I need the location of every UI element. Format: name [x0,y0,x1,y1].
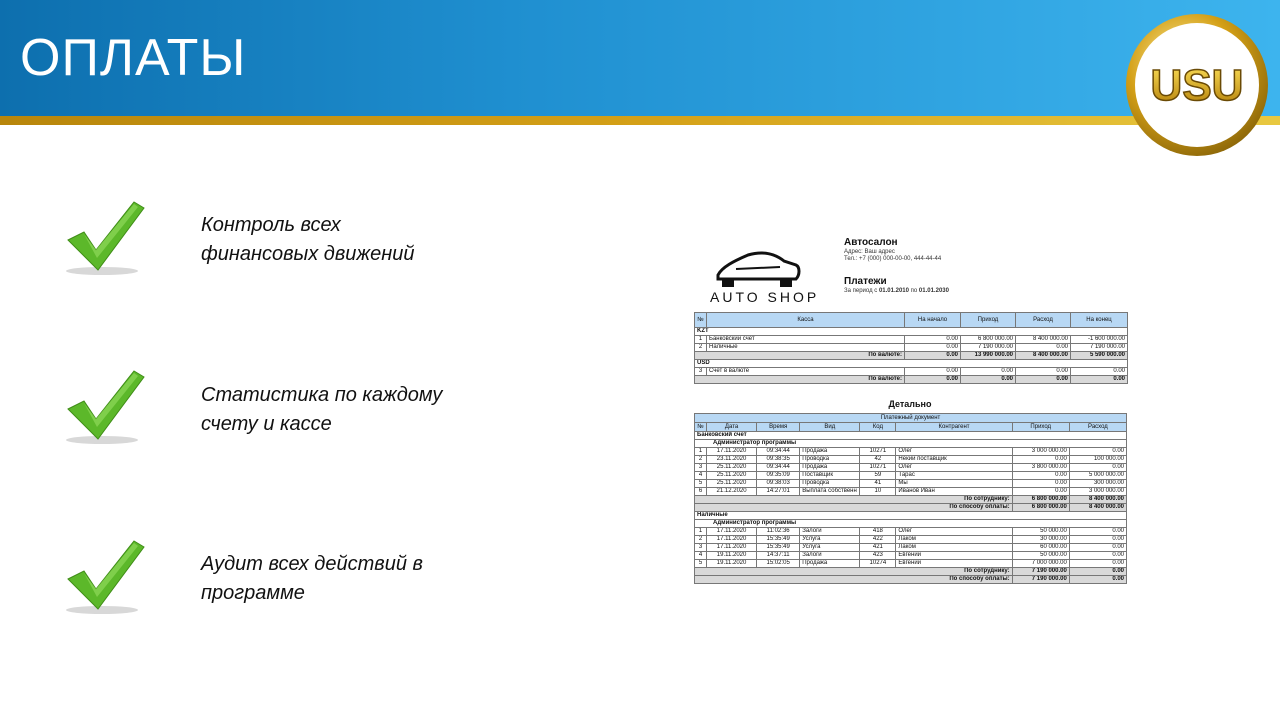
total-row: По сотруднику: 7 190 000.00 0.00 [695,568,1127,576]
summary-header: Касса [707,313,905,328]
payments-report [692,233,1128,618]
total-row: По валюте: 0.00 13 990 000.00 8 400 000.00 5 590 000.00 [695,352,1128,360]
summary-header: На начало [905,313,961,328]
table-row: 2 Наличные 0.00 7 190 000.00 0.00 7 190 000.00 [695,344,1128,352]
table-row: 5 19.11.2020 15:02:05 Продажа 10274 Евгений 7 000 000.00 0.00 [695,560,1127,568]
table-row: 3 Счет в валюте 0.00 0.00 0.00 0.00 [695,368,1128,376]
summary-header: № [695,313,707,328]
table-row: 3 17.11.2020 15:35:49 Услуга 421 Лаком 60 000.00 0.00 [695,544,1127,552]
summary-header: Приход [961,313,1016,328]
table-row: 6 21.12.2020 14:27:01 Выплата собственн 10 Иванов Иван 0.00 3 000 000.00 [695,488,1127,496]
table-row: 1 Банковский счет 0.00 6 800 000.00 8 400 000.00 -1 600 000.00 [695,336,1128,344]
car-logo-icon [712,245,802,289]
header-gold-strip [0,116,1280,125]
table-row: 4 19.11.2020 14:37:11 Залоги 423 Евгений 50 000.00 0.00 [695,552,1127,560]
logo-text: USU [1150,61,1244,110]
checkmark-icon [60,367,150,447]
section-name: Банковский счет [695,432,1127,440]
report-period: За период с 01.01.2010 по 01.01.2030 [844,288,949,294]
total-row: По способу оплаты: 6 800 000.00 8 400 000.00 [695,504,1127,512]
summary-table [694,312,1128,384]
brand-label: AUTO SHOP [710,289,820,305]
table-row: 4 25.11.2020 09:35:09 Поставщик 59 Тарас 0.00 5 000 000.00 [695,472,1127,480]
detail-table: Платежный документ № Дата Время Вид Код Контрагент Приход Расход Банковский счет Администратор программы 1 17.11.2020 09:34:44 Продажа 10271 Олег 3 000 000.00 0.00 2 23.11.2020 09:38:35 Проводка 42 Некий поставщик 0.00 100 000.00 3 25.11.2020 09:34:44 Продажа 10271 Олег 3 800 000.00 0.00 4 25.11.2020 09:35:09 Поставщик 59 Тарас 0.00 5 000 000.00 5 25.11.2020 09:38:03 Проводка 41 Мы 0.00 300 000.00 6 21.12.2020 14:27:01 Выплата собственн 10 Иванов Иван 0.00 3 000 000.00 По сотруднику: 6 800 000.00 8 400 000.00 По способу оплаты: 6 800 000.00 8 400 000.00 Наличные Администратор программы 1 17.11.2020 11:02:36 Залоги 418 Олег 50 000.00 0.00 2 17.11.2020 15:35:49 Услуга 422 Лаком 30 000.00 0.00 3 17.11.2020 15:35:49 Услуга 421 Лаком 60 000.00 0.00 4 19.11.2020 14:37:11 Залоги 423 Евгений 50 000.00 0.00 5 19.11.2020 15:02:05 Продажа 10274 Евгений 7 000 000.00 0.00 По сотруднику: 7 190 000.00 0.00 По способу оплаты: 7 190 000.00 0.00 [694,413,1127,584]
usu-logo [1124,12,1270,158]
summary-header: Расход [1016,313,1071,328]
table-row: 2 23.11.2020 09:38:35 Проводка 42 Некий поставщик 0.00 100 000.00 [695,456,1127,464]
bullet-text-1: Контроль всех финансовых движений [201,214,415,265]
detail-super-header: Платежный документ [695,414,1127,423]
company-name: Автосалон [844,237,898,248]
bullet-text-3: Аудит всех действий в программе [201,553,423,604]
detail-title: Детально [888,399,932,409]
bullet-text-2: Статистика по каждому счету и кассе [201,384,443,435]
currency-group: KZT [695,328,1128,336]
employee-name: Администратор программы [695,440,1127,448]
summary-header: На конец [1071,313,1128,328]
total-row: По сотруднику: 6 800 000.00 8 400 000.00 [695,496,1127,504]
employee-name: Администратор программы [695,520,1127,528]
section-name: Наличные [695,512,1127,520]
table-row: 3 25.11.2020 09:34:44 Продажа 10271 Олег 3 800 000.00 0.00 [695,464,1127,472]
report-title: Платежи [844,276,887,287]
company-address: Адрес: Ваш адрес Тел.: +7 (000) 000-00-00, 444-44-44 [844,249,942,262]
total-row: По способу оплаты: 7 190 000.00 0.00 [695,576,1127,584]
checkmark-icon [60,198,150,278]
table-row: 2 17.11.2020 15:35:49 Услуга 422 Лаком 30 000.00 0.00 [695,536,1127,544]
checkmark-icon [60,537,150,617]
total-row: По валюте: 0.00 0.00 0.00 0.00 [695,376,1128,384]
table-row: 1 17.11.2020 09:34:44 Продажа 10271 Олег 3 000 000.00 0.00 [695,448,1127,456]
table-row: 5 25.11.2020 09:38:03 Проводка 41 Мы 0.00 300 000.00 [695,480,1127,488]
table-row: 1 17.11.2020 11:02:36 Залоги 418 Олег 50 000.00 0.00 [695,528,1127,536]
currency-group: USD [695,360,1128,368]
slide-title: ОПЛАТЫ [20,29,247,87]
